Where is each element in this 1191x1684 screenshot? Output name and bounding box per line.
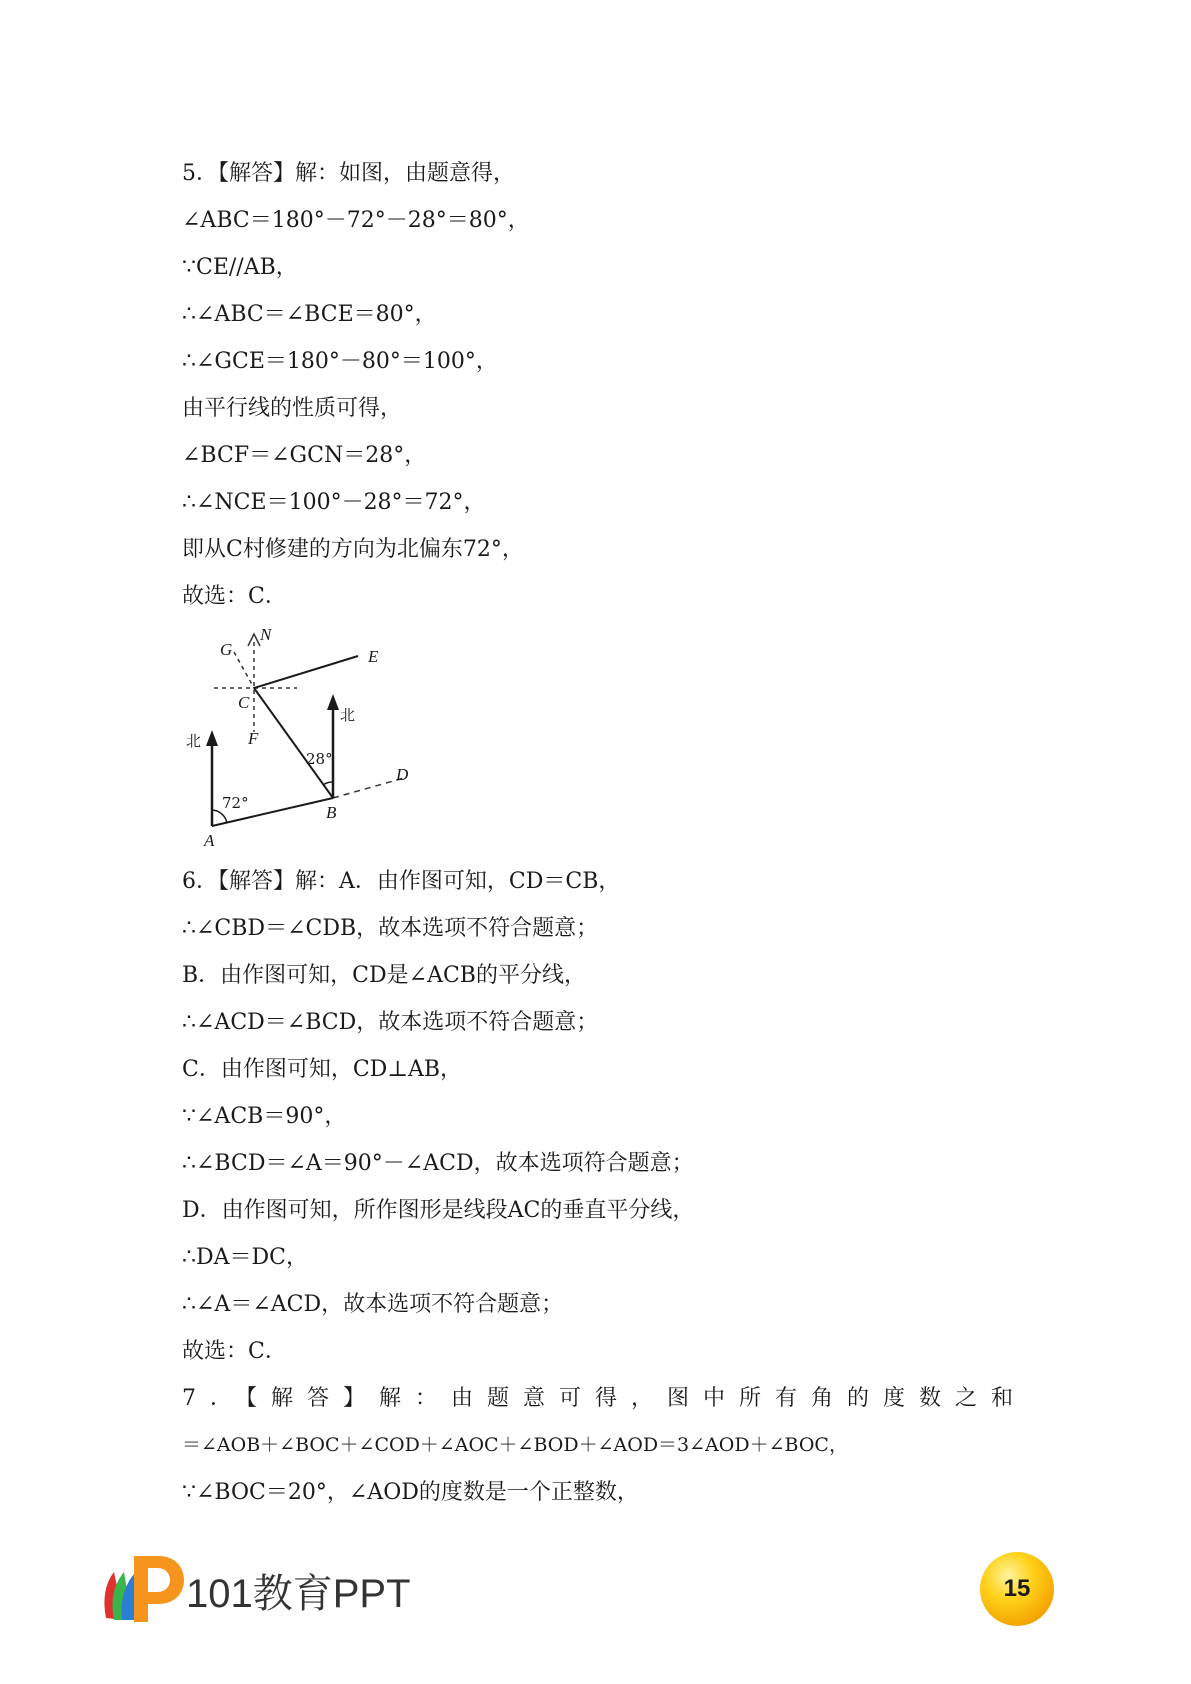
text-line: ∴∠NCE＝100°－28°＝72°， (182, 490, 486, 515)
geometry-figure (182, 620, 1032, 858)
angle-arc-b (323, 782, 333, 785)
text-line: 故选：C． (182, 584, 287, 609)
label-angle-72: 72° (222, 794, 249, 812)
text-line: C．由作图可知，CD⊥AB， (182, 1057, 463, 1082)
text-line: ∴∠GCE＝180°－80°＝100°， (182, 349, 498, 374)
bd-dashed (333, 778, 404, 798)
logo-icon (100, 1548, 190, 1630)
text-line: ∴∠ABC＝∠BCE＝80°， (182, 302, 437, 327)
label-b: B (326, 803, 337, 822)
brand-logo (100, 1548, 420, 1630)
text-line: B．由作图可知，CD是∠ACB的平分线， (182, 963, 586, 988)
text-line: 7．【解答】解：由题意可得，图中所有角的度数之和 (182, 1386, 1027, 1411)
text-line: ∴∠ACD＝∠BCD，故本选项不符合题意； (182, 1010, 599, 1035)
text-line: ∴∠A＝∠ACD，故本选项不符合题意； (182, 1292, 564, 1317)
text-line: 6．【解答】解：A．由作图可知，CD＝CB， (182, 869, 621, 894)
cb-line (254, 688, 333, 798)
text-line: ∵∠ACB＝90°， (182, 1104, 347, 1129)
north-arrowhead-a (206, 730, 218, 746)
text-line: ∴DA＝DC， (182, 1245, 308, 1270)
page-number-badge (980, 1552, 1054, 1626)
label-angle-28: 28° (306, 750, 333, 768)
document-body (182, 150, 1032, 1516)
ce-line (254, 656, 358, 688)
text-line: ∵∠BOC＝20°，∠AOD的度数是一个正整数， (182, 1480, 639, 1505)
page-number: 15 (1003, 1575, 1031, 1602)
text-line: D．由作图可知，所作图形是线段AC的垂直平分线， (182, 1198, 695, 1223)
label-d: D (396, 765, 409, 784)
label-north-a: 北 (186, 732, 202, 750)
g-line (234, 652, 254, 688)
label-north-b: 北 (340, 706, 356, 724)
label-c: C (238, 693, 250, 712)
label-a: A (204, 831, 215, 850)
text-line: 由平行线的性质可得， (182, 396, 403, 421)
text-line: ∠BCF＝∠GCN＝28°， (182, 443, 427, 468)
text-line: ∠ABC＝180°－72°－28°＝80°， (182, 208, 530, 233)
north-arrowhead-b (327, 694, 339, 710)
label-e: E (368, 647, 379, 666)
direction-diagram (182, 620, 442, 858)
label-f: F (248, 729, 259, 748)
brand-name: 101教育PPT (186, 1572, 411, 1616)
text-line: ＝∠AOB＋∠BOC＋∠COD＋∠AOC＋∠BOD＋∠AOD＝3∠AOD＋∠BOC， (182, 1434, 848, 1456)
text-line: 5．【解答】解：如图，由题意得， (182, 161, 515, 186)
text-line: ∴∠CBD＝∠CDB，故本选项不符合题意； (182, 916, 599, 941)
text-line: ∴∠BCD＝∠A＝90°－∠ACD，故本选项符合题意； (182, 1151, 694, 1176)
text-line: ∵CE//AB， (182, 255, 298, 280)
label-g: G (220, 640, 233, 659)
label-n: N (260, 625, 272, 644)
text-line: 即从C村修建的方向为北偏东72°， (182, 537, 524, 562)
text-line: 故选：C． (182, 1339, 287, 1364)
